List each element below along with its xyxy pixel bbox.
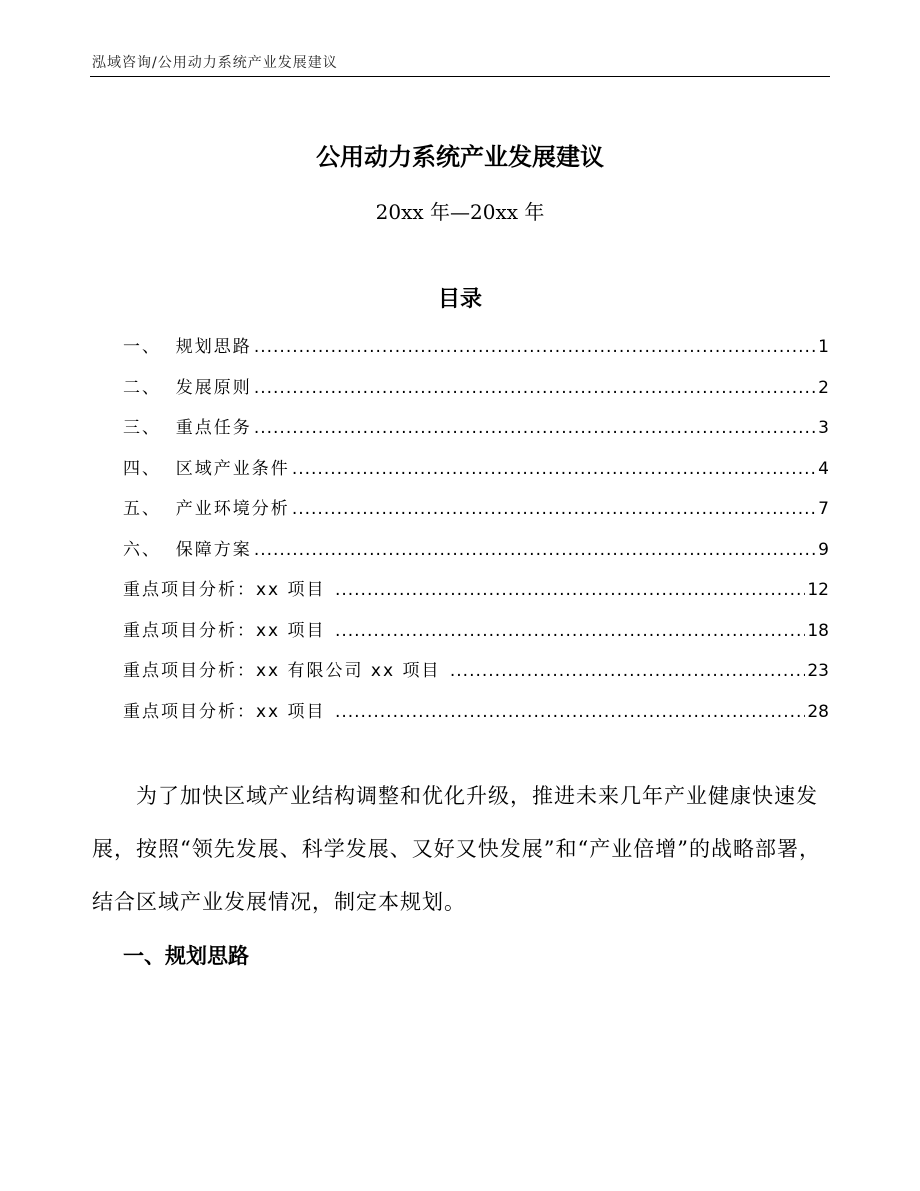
toc-entry-page: 12 bbox=[807, 580, 829, 600]
toc-entry[interactable] bbox=[123, 495, 829, 536]
intro-paragraph: 为了加快区域产业结构调整和优化升级，推进未来几年产业健康快速发展，按照“领先发展、科学发展、又好又快发展”和“产业倍增”的战略部署，结合区域产业发展情况，制定本规划。 bbox=[92, 784, 821, 914]
toc-entry[interactable] bbox=[123, 617, 829, 658]
section-heading: 一、规划思路 bbox=[123, 944, 249, 968]
toc-entry-label: 重点项目分析：xx 项目 bbox=[123, 701, 333, 722]
document-years: 20xx 年—20xx 年 bbox=[375, 200, 545, 224]
toc-entry[interactable] bbox=[123, 374, 829, 415]
toc-entry-label: 二、 发展原则 bbox=[123, 377, 252, 398]
toc-entry-label: 重点项目分析：xx 有限公司 xx 项目 bbox=[123, 661, 448, 681]
toc-leader-dots bbox=[254, 536, 816, 564]
table-of-contents bbox=[123, 333, 829, 738]
toc-entry-page: 1 bbox=[818, 337, 829, 357]
toc-entry[interactable] bbox=[123, 536, 829, 577]
toc-leader-dots bbox=[254, 414, 816, 442]
toc-entry[interactable] bbox=[123, 657, 829, 698]
header-divider bbox=[90, 76, 830, 77]
toc-entry-label: 重点项目分析：xx 项目 bbox=[123, 620, 333, 641]
toc-entry-label: 一、 规划思路 bbox=[123, 337, 252, 357]
toc-entry-page: 3 bbox=[818, 418, 829, 438]
page-header: 泓域咨询/公用动力系统产业发展建议 bbox=[92, 55, 338, 71]
document-title: 公用动力系统产业发展建议 bbox=[316, 143, 604, 171]
toc-entry-label: 六、 保障方案 bbox=[123, 539, 252, 560]
toc-entry-page: 2 bbox=[818, 377, 829, 398]
toc-leader-dots bbox=[335, 576, 805, 604]
toc-entry-page: 9 bbox=[818, 539, 829, 560]
toc-leader-dots bbox=[292, 495, 816, 523]
toc-entry[interactable] bbox=[123, 333, 829, 374]
toc-leader-dots bbox=[450, 657, 806, 685]
toc-entry-label: 四、 区域产业条件 bbox=[123, 458, 290, 479]
toc-entry-label: 重点项目分析：xx 项目 bbox=[123, 580, 333, 600]
toc-leader-dots bbox=[335, 698, 805, 726]
toc-entry-page: 23 bbox=[807, 661, 829, 681]
toc-heading: 目录 bbox=[437, 287, 482, 312]
toc-entry-label: 五、 产业环境分析 bbox=[123, 499, 290, 519]
toc-leader-dots bbox=[254, 333, 816, 361]
toc-entry[interactable] bbox=[123, 455, 829, 496]
toc-entry[interactable] bbox=[123, 576, 829, 617]
toc-entry-page: 18 bbox=[807, 620, 829, 641]
toc-entry[interactable] bbox=[123, 414, 829, 455]
toc-entry-label: 三、 重点任务 bbox=[123, 418, 252, 438]
toc-leader-dots bbox=[254, 374, 816, 402]
toc-leader-dots bbox=[335, 617, 805, 645]
toc-leader-dots bbox=[292, 455, 816, 483]
toc-entry-page: 7 bbox=[818, 499, 829, 519]
toc-entry[interactable] bbox=[123, 698, 829, 739]
toc-entry-page: 4 bbox=[818, 458, 829, 479]
toc-entry-page: 28 bbox=[807, 701, 829, 722]
